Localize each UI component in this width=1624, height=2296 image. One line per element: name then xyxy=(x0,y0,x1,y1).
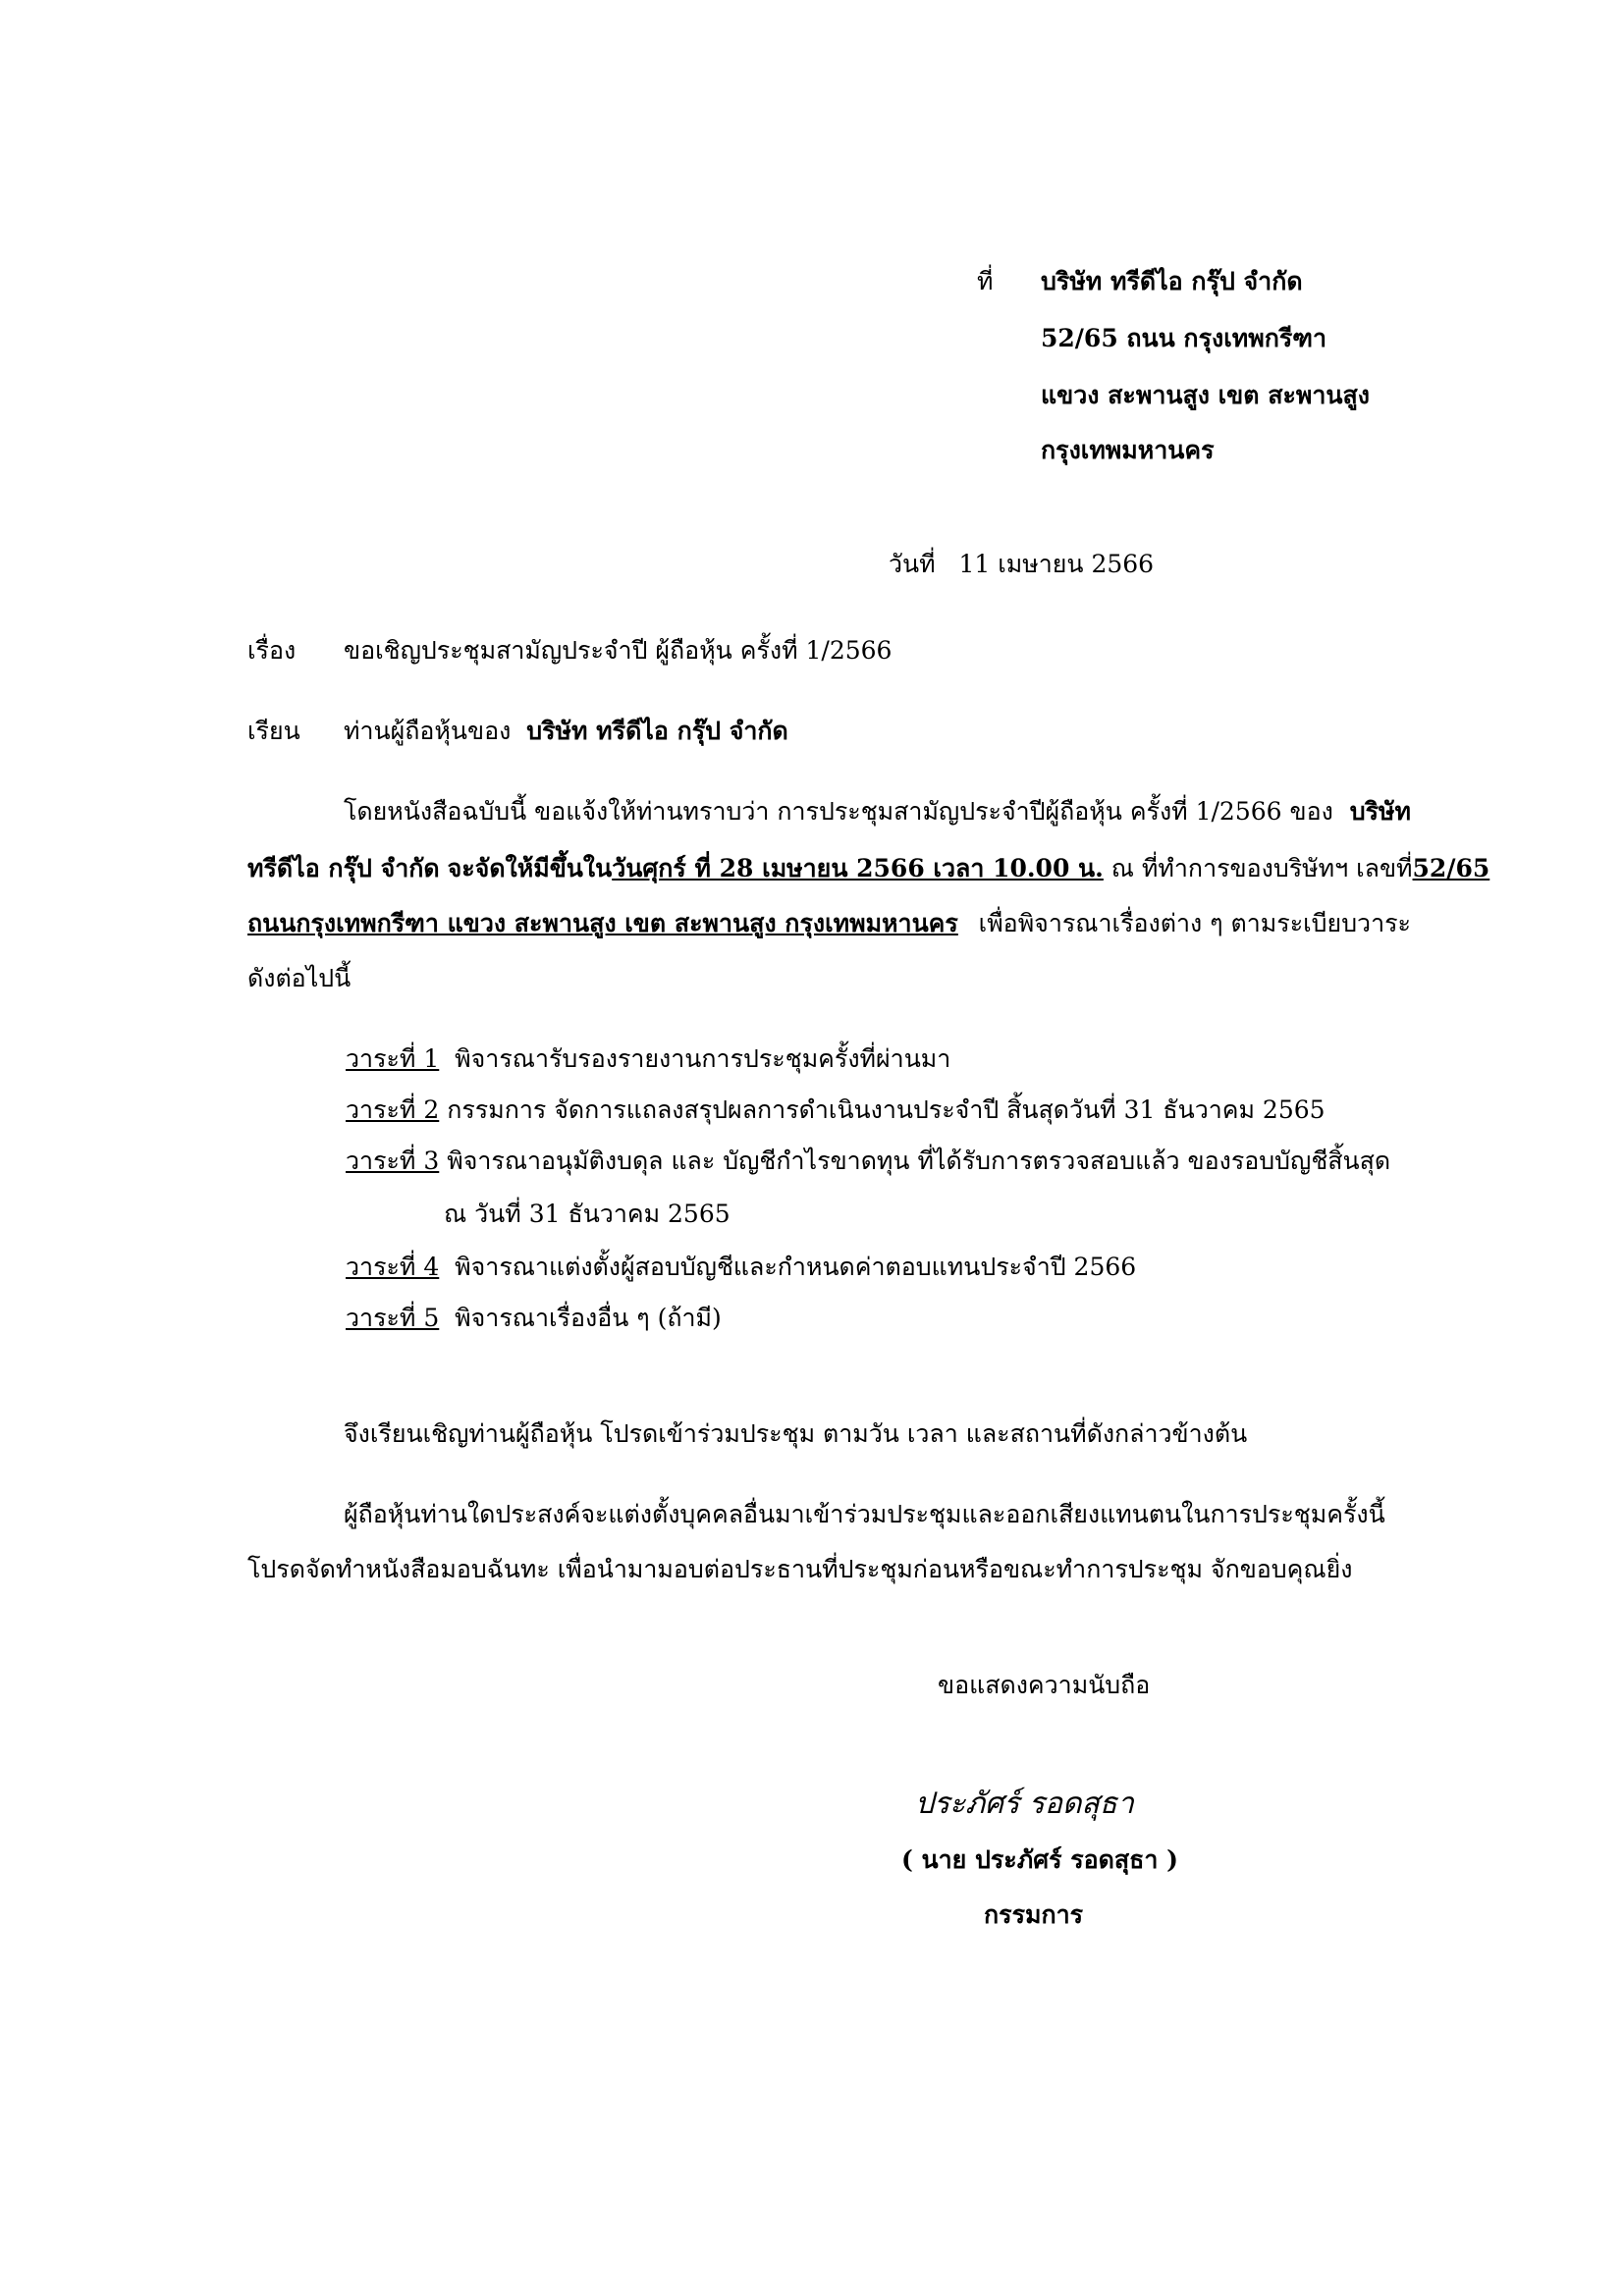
agenda-item xyxy=(346,1147,1390,1176)
intro-company-1: บริษัท xyxy=(1349,797,1411,826)
agenda-label: วาระที่ 3 xyxy=(346,1147,440,1175)
agenda-item xyxy=(346,1304,722,1333)
intro-text-3: เพื่อพิจารณาเรื่องต่าง ๆ ตามระเบียบวาระ xyxy=(978,909,1411,937)
agenda-label: วาระที่ 5 xyxy=(346,1304,440,1332)
agenda-continuation: ณ วันที่ 31 ธันวาคม 2565 xyxy=(444,1200,731,1228)
agenda-text: พิจารณาอนุมัติงบดุล และ บัญชีกำไรขาดทุน ที่ได้รับการตรวจสอบแล้ว ของรอบบัญชีสิ้นสุด xyxy=(447,1147,1391,1175)
intro-text-2a: จะจัดให้มีขึ้นใน xyxy=(447,854,613,882)
address-district: แขวง สะพานสูง เขต สะพานสูง xyxy=(1041,381,1370,409)
address-label: ที่ xyxy=(977,267,994,295)
intro-line-2 xyxy=(247,854,1490,883)
agenda-text: พิจารณาเรื่องอื่น ๆ (ถ้ามี) xyxy=(455,1304,722,1332)
address-company: บริษัท ทรีดีไอ กรุ๊ป จำกัด xyxy=(1041,267,1303,295)
meeting-datetime: วันศุกร์ ที่ 28 เมษายน 2566 เวลา 10.00 น. xyxy=(612,854,1104,882)
address-city: กรุงเทพมหานคร xyxy=(1041,436,1215,464)
proxy-line-2: โปรดจัดทำหนังสือมอบฉันทะ เพื่อนำมามอบต่อประธานที่ประชุมก่อนหรือขณะทำการประชุม จักขอบคุณยิ่ง xyxy=(247,1555,1353,1583)
proxy-line-1: ผู้ถือหุ้นท่านใดประสงค์จะแต่งตั้งบุคคลอื่นมาเข้าร่วมประชุมและออกเสียงแทนตนในการประชุมครั้งนี้ xyxy=(344,1500,1385,1528)
agenda-label: วาระที่ 1 xyxy=(346,1044,440,1073)
agenda-item xyxy=(346,1044,950,1074)
meeting-address: ถนนกรุงเทพกรีฑา แขวง สะพานสูง เขต สะพานสูง กรุงเทพมหานคร xyxy=(247,909,958,937)
date-value: 11 เมษายน 2566 xyxy=(958,550,1155,578)
recipient-label: เรียน xyxy=(247,717,300,745)
meeting-number: 52/65 xyxy=(1412,854,1490,882)
date-label: วันที่ xyxy=(889,550,936,578)
intro-line-1 xyxy=(344,797,1411,827)
agenda-text: พิจารณารับรองรายงานการประชุมครั้งที่ผ่านมา xyxy=(455,1044,951,1073)
intro-company-2: ทรีดีไอ กรุ๊ป จำกัด xyxy=(247,854,440,882)
agenda-label: วาระที่ 4 xyxy=(346,1253,440,1281)
signer-title: กรรมการ xyxy=(984,1900,1084,1929)
intro-text-1: โดยหนังสือฉบับนี้ ขอแจ้งให้ท่านทราบว่า การประชุมสามัญประจำปีผู้ถือหุ้น ครั้งที่ 1/2566 ของ xyxy=(344,797,1333,826)
date-line xyxy=(889,550,1154,579)
subject-label: เรื่อง xyxy=(247,636,297,665)
agenda-text: พิจารณาแต่งตั้งผู้สอบบัญชีและกำหนดค่าตอบแทนประจำปี 2566 xyxy=(455,1253,1137,1281)
recipient-company: บริษัท ทรีดีไอ กรุ๊ป จำกัด xyxy=(526,717,788,745)
agenda-text: กรรมการ จัดการแถลงสรุปผลการดำเนินงานประจำปี สิ้นสุดวันที่ 31 ธันวาคม 2565 xyxy=(447,1095,1326,1124)
recipient-line xyxy=(344,717,788,746)
invite-text: จึงเรียนเชิญท่านผู้ถือหุ้น โปรดเข้าร่วมประชุม ตามวัน เวลา และสถานที่ดังกล่าวข้างต้น xyxy=(344,1419,1248,1448)
intro-line-4: ดังต่อไปนี้ xyxy=(247,964,352,992)
agenda-item xyxy=(346,1253,1136,1282)
agenda-label: วาระที่ 2 xyxy=(346,1095,440,1124)
signature: ประภัศร์ รอดสุธา xyxy=(915,1787,1134,1821)
recipient-text: ท่านผู้ถือหุ้นของ xyxy=(344,717,512,745)
closing: ขอแสดงความนับถือ xyxy=(938,1671,1151,1699)
address-street: 52/65 ถนน กรุงเทพกรีฑา xyxy=(1041,324,1327,352)
agenda-item xyxy=(346,1095,1326,1125)
intro-line-3 xyxy=(247,909,1411,938)
intro-text-2b: ณ ที่ทำการของบริษัทฯ เลขที่ xyxy=(1110,854,1413,882)
signer-name: ( นาย ประภัศร์ รอดสุธา ) xyxy=(901,1845,1178,1874)
subject-text: ขอเชิญประชุมสามัญประจำปี ผู้ถือหุ้น ครั้งที่ 1/2566 xyxy=(344,636,893,665)
